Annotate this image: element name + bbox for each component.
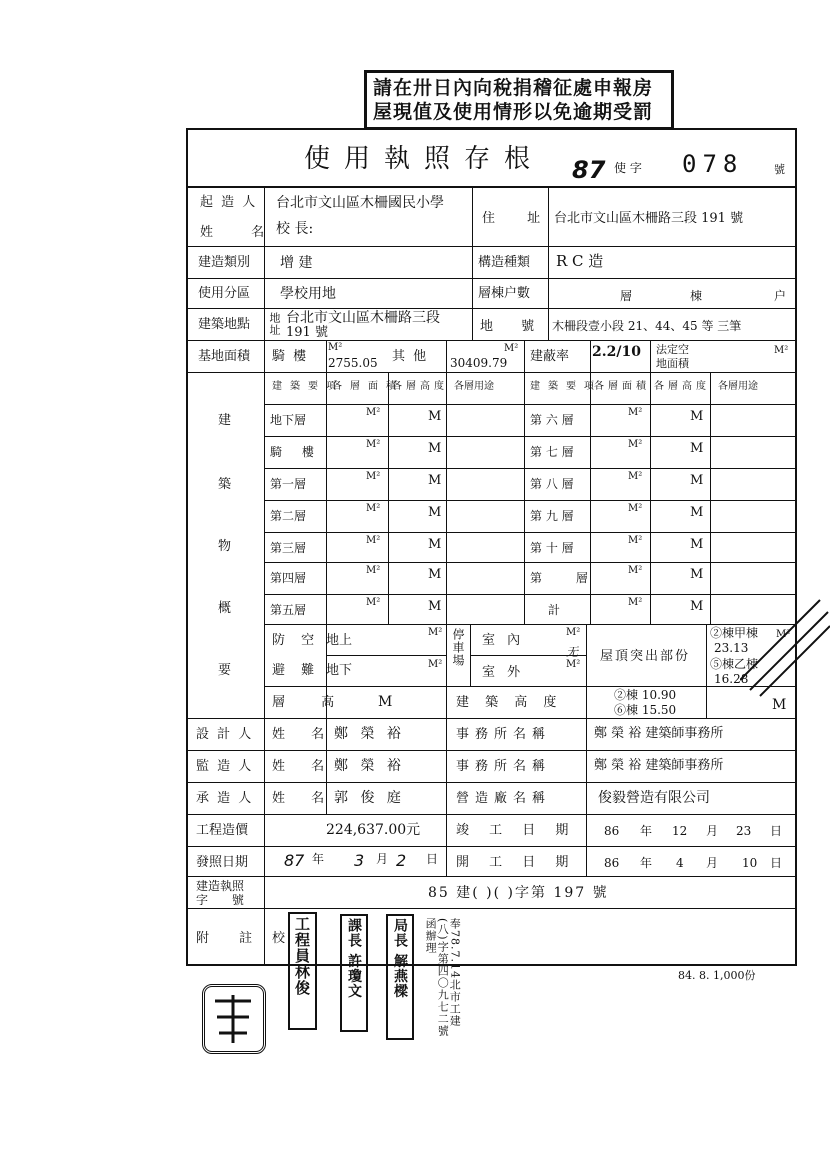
floor-row-4: 第四層 <box>270 571 307 585</box>
floor-row-10: 第 十 層 <box>530 541 574 555</box>
contractor-factory-label: 營造廠名稱 <box>456 791 552 806</box>
floor-unit-mark: M² <box>366 407 381 418</box>
roof-b-value: 16.28 <box>714 672 749 686</box>
seal-overlap-mark <box>740 560 830 700</box>
floor-row-arcade: 騎 樓 <box>270 445 322 459</box>
permit-value: 85 建( )( )字第 197 號 <box>428 885 609 901</box>
finish-date-part: 86 <box>604 824 620 838</box>
floor-unit-mark: M <box>690 505 704 520</box>
arcade-label: 騎 樓 <box>272 349 309 364</box>
permit-suffix: 號 <box>774 163 785 176</box>
roof-unit: M² <box>776 629 791 640</box>
floor-unit-mark: M² <box>366 535 381 546</box>
floor-row-5: 第五層 <box>270 603 307 617</box>
shelter-label-b: 避 難 <box>272 663 321 678</box>
tax-notice-line2: 屋現值及使用情形以免逾期受罰 <box>373 101 654 123</box>
floor-unit-mark: M <box>690 409 704 424</box>
seal-glyph-icon <box>205 987 263 1051</box>
build-type-label: 建造類別 <box>198 255 251 270</box>
cost-value: 224,637.00元 <box>326 822 421 838</box>
issue-date-part: 3 <box>354 851 365 870</box>
floor-unit-mark: M² <box>366 471 381 482</box>
building-height-unit: M <box>772 697 787 713</box>
parking-handwritten: 无 <box>566 645 579 659</box>
applicant-principal: 校 長: <box>276 221 314 237</box>
lot-label: 地 號 <box>480 319 537 334</box>
building-height-b: ⑥棟 15.50 <box>614 703 677 717</box>
start-date-label: 開 工 日 期 <box>456 855 577 870</box>
shelter-label-a: 防 空 <box>272 633 321 648</box>
floor-unit-mark: M² <box>628 535 643 546</box>
floor-row-n: 第 層 <box>530 571 588 585</box>
floor-unit-mark: M <box>690 537 704 552</box>
storey-height-label: 層 高 <box>272 695 351 710</box>
designer-label: 設 計 人 <box>196 727 254 742</box>
designer-office: 鄭 榮 裕 建築師事務所 <box>594 726 724 741</box>
shelter-below: 地下 <box>326 663 353 678</box>
floor-unit-mark: M <box>690 441 704 456</box>
floor-row-7: 第 七 層 <box>530 445 574 459</box>
zone-label: 使用分區 <box>198 286 251 301</box>
finish-date-part: 日 <box>770 824 783 838</box>
floor-row-8: 第 八 層 <box>530 477 574 491</box>
floor-unit-mark: M <box>428 599 442 614</box>
floor-unit-mark: M² <box>628 565 643 576</box>
floor-unit-mark: M² <box>366 503 381 514</box>
floors-units-label: 層棟户數 <box>478 286 531 301</box>
site-address-line1: 台北市文山區木柵路三段 <box>286 310 440 326</box>
floors-unit-storey: 層 <box>620 289 633 303</box>
supervisor-office-label: 事務所名稱 <box>456 759 552 774</box>
designer-office-label: 事務所名稱 <box>456 727 552 742</box>
address-label: 住 址 <box>482 211 543 226</box>
floor-unit-mark: M² <box>366 439 381 450</box>
shelter-below-unit: M² <box>428 659 443 670</box>
legal-open-unit: M² <box>774 345 789 356</box>
applicant-label-bottom: 姓 名 <box>200 225 267 240</box>
permit-number: 078 <box>682 150 744 178</box>
floor-row-total: 計 <box>548 603 561 617</box>
legal-note: 奉78.7.14北市工建(八)字第四〇九七二號函辦理 <box>424 918 462 1037</box>
applicant-label-top: 起 造 人 <box>200 195 258 210</box>
floor-unit-mark: M² <box>628 407 643 418</box>
floor-unit-mark: M² <box>628 597 643 608</box>
parking-outdoor-unit: M² <box>566 659 581 670</box>
stamp-director: 局長 解燕樑 <box>386 914 414 1040</box>
start-date-part: 10 <box>742 856 758 870</box>
issue-date-part: 87 <box>284 851 305 870</box>
finish-date-part: 23 <box>736 824 752 838</box>
shelter-above-unit: M² <box>428 627 443 638</box>
floor-unit-mark: M² <box>366 565 381 576</box>
floors-unit-household: 户 <box>774 289 787 303</box>
check-label: 校 <box>272 931 286 946</box>
shelter-above: 地上 <box>326 633 353 648</box>
col-height-right: 各層高度 <box>654 381 710 392</box>
floor-unit-mark: M <box>428 567 442 582</box>
stamp-section-chief: 課長 許瓊文 <box>340 914 368 1032</box>
area-label: 基地面積 <box>198 349 251 364</box>
floor-unit-mark: M <box>690 567 704 582</box>
handwritten-year: 87 <box>572 156 606 184</box>
finish-date-part: 年 <box>640 824 653 838</box>
col-area-right: 各層面積 <box>594 381 650 392</box>
issue-date-part: 2 <box>396 851 407 870</box>
start-date-part: 年 <box>640 856 653 870</box>
floor-unit-mark: M² <box>628 503 643 514</box>
floor-unit-mark: M <box>690 599 704 614</box>
other-label: 其 他 <box>392 349 429 364</box>
floor-row-6: 第 六 層 <box>530 413 574 427</box>
build-type-value: 增 建 <box>280 255 313 271</box>
structure-label: 構造種類 <box>478 255 531 270</box>
parking-indoor-unit: M² <box>566 627 581 638</box>
office-seal <box>202 984 266 1054</box>
legal-open-label1: 法定空 <box>656 343 689 356</box>
contractor-company: 俊毅營造有限公司 <box>598 790 710 806</box>
floor-row-basement: 地下層 <box>270 413 307 427</box>
floor-unit-mark: M <box>428 409 442 424</box>
building-height-a: ②棟 10.90 <box>614 688 677 702</box>
parking-label: 停車場 <box>451 628 465 667</box>
floor-row-3: 第三層 <box>270 541 307 555</box>
col-use-right: 各層用途 <box>718 381 758 392</box>
finish-date-part: 月 <box>706 824 719 838</box>
issue-date-label: 發照日期 <box>196 855 249 870</box>
site-address-label: 地址 <box>268 312 281 336</box>
designer-name: 鄭 榮 裕 <box>334 726 405 742</box>
stamp-engineer: 工程員林俊 <box>288 912 317 1030</box>
legal-open-label2: 地面積 <box>656 357 689 370</box>
floor-unit-mark: M <box>428 441 442 456</box>
arcade-unit: M² <box>328 342 343 353</box>
col-item-left: 建築要項 <box>272 381 344 392</box>
col-item-right: 建築要項 <box>530 381 602 392</box>
applicant-name: 台北市文山區木柵國民小學 <box>276 195 444 211</box>
floor-row-2: 第二層 <box>270 509 307 523</box>
roof-a-value: 23.13 <box>714 641 749 655</box>
start-date-part: 86 <box>604 856 620 870</box>
lot-value: 木柵段壹小段 21、44、45 等 三筆 <box>552 319 742 333</box>
permit-label-1: 建造執照 <box>196 879 245 893</box>
supervisor-label: 監 造 人 <box>196 759 254 774</box>
structure-value: R C 造 <box>556 252 604 270</box>
col-use-left: 各層用途 <box>454 381 494 392</box>
designer-name-label: 姓 名 <box>272 727 327 742</box>
tax-notice-line1: 請在卅日內向稅捐稽征處申報房 <box>373 77 654 99</box>
floor-row-1: 第一層 <box>270 477 307 491</box>
floor-unit-mark: M² <box>628 439 643 450</box>
floor-unit-mark: M² <box>628 471 643 482</box>
form-title: 使用執照存根 <box>304 144 545 174</box>
start-date-part: 日 <box>770 856 783 870</box>
contractor-label: 承 造 人 <box>196 791 254 806</box>
cost-label: 工程造價 <box>196 823 249 838</box>
roof-b: ⑤棟乙棟 <box>710 657 759 671</box>
contractor-name: 郭 俊 庭 <box>334 790 405 806</box>
coverage-label: 建蔽率 <box>530 349 570 364</box>
floor-unit-mark: M <box>690 473 704 488</box>
roof-label: 屋頂突出部份 <box>600 649 691 664</box>
issue-date-part: 年 <box>312 852 325 866</box>
floor-unit-mark: M <box>428 473 442 488</box>
permit-prefix: 使 字 <box>614 161 642 175</box>
print-note: 84. 8. 1,000份 <box>678 969 756 982</box>
floor-unit-mark: M <box>428 537 442 552</box>
supervisor-office: 鄭 榮 裕 建築師事務所 <box>594 758 724 773</box>
floors-side-label-4: 概 <box>218 601 232 616</box>
supervisor-name: 鄭 榮 裕 <box>334 758 405 774</box>
floors-unit-building: 棟 <box>690 289 703 303</box>
floor-unit-mark: M² <box>366 597 381 608</box>
finish-date-label: 竣 工 日 期 <box>456 823 577 838</box>
other-value: 30409.79 <box>450 356 508 370</box>
roof-a: ②棟甲棟 <box>710 626 759 640</box>
floors-side-label-1: 建 <box>218 413 232 428</box>
permit-label-2: 字 號 <box>196 893 254 907</box>
floors-side-label-5: 要 <box>218 663 232 678</box>
coverage-value: 2.2/10 <box>592 344 641 360</box>
site-address-line2: 191 號 <box>286 325 328 340</box>
applicant-address: 台北市文山區木柵路三段 191 號 <box>554 211 744 226</box>
arcade-value: 2755.05 <box>328 356 378 370</box>
contractor-name-label: 姓 名 <box>272 791 327 806</box>
parking-outdoor: 室 外 <box>482 665 525 680</box>
supervisor-name-label: 姓 名 <box>272 759 327 774</box>
storey-height-unit: M <box>378 694 393 710</box>
finish-date-part: 12 <box>672 824 688 838</box>
col-area-left: 各層面積 <box>332 381 404 392</box>
floors-side-label-2: 築 <box>218 477 232 492</box>
issue-date-part: 月 <box>376 852 389 866</box>
col-height-left: 各層高度 <box>392 381 448 392</box>
floor-row-9: 第 九 層 <box>530 509 574 523</box>
site-label: 建築地點 <box>198 317 251 332</box>
start-date-part: 月 <box>706 856 719 870</box>
issue-date-part: 日 <box>426 852 439 866</box>
parking-indoor: 室 內 <box>482 633 525 648</box>
building-height-label: 建 築 高 度 <box>456 695 563 710</box>
notes-label: 附 註 <box>196 931 255 946</box>
floors-side-label-3: 物 <box>218 539 232 554</box>
floor-unit-mark: M <box>428 505 442 520</box>
other-unit: M² <box>504 343 519 354</box>
zone-value: 學校用地 <box>280 286 336 302</box>
tax-notice-stamp <box>364 70 674 130</box>
start-date-part: 4 <box>676 856 684 870</box>
